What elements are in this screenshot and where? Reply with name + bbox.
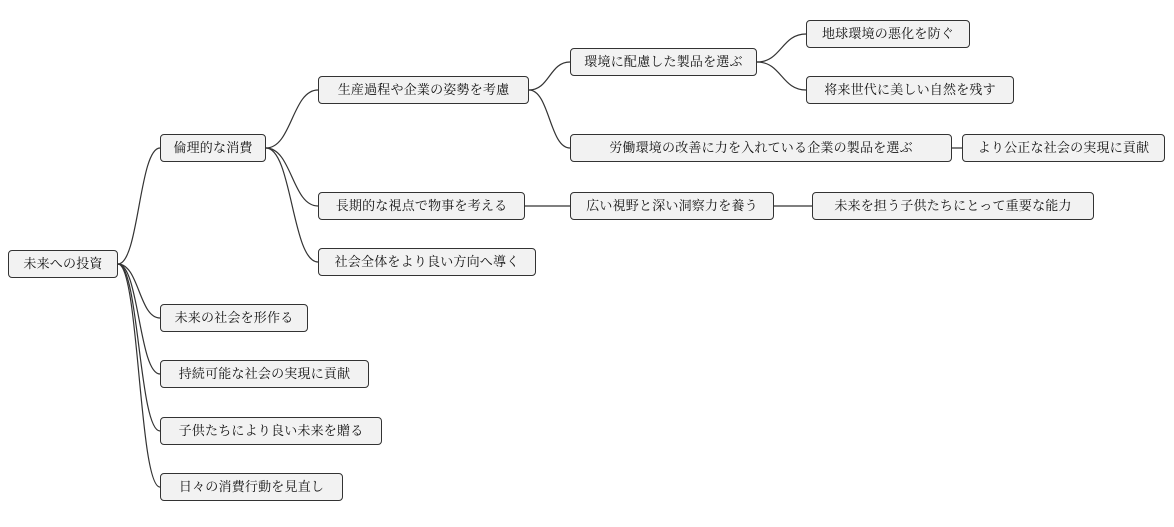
mindmap-node-n1a2a[interactable]: より公正な社会の実現に貢献: [962, 134, 1165, 162]
mindmap-node-n1a2[interactable]: 労働環境の改善に力を入れている企業の製品を選ぶ: [570, 134, 952, 162]
mindmap-node-n1a1a[interactable]: 地球環境の悪化を防ぐ: [806, 20, 970, 48]
mindmap-edge-root-n5: [118, 264, 160, 487]
mindmap-node-n1a1[interactable]: 環境に配慮した製品を選ぶ: [570, 48, 757, 76]
mindmap-node-n1a[interactable]: 生産過程や企業の姿勢を考慮: [318, 76, 529, 104]
mindmap-node-root[interactable]: 未来への投資: [8, 250, 118, 278]
mindmap-edge-root-n3: [118, 264, 160, 374]
mindmap-node-n1b[interactable]: 長期的な視点で物事を考える: [318, 192, 525, 220]
mindmap-edge-n1-n1c: [266, 148, 318, 262]
mindmap-node-n2[interactable]: 未来の社会を形作る: [160, 304, 308, 332]
mindmap-edge-root-n1: [118, 148, 160, 264]
mindmap-edge-n1-n1b: [266, 148, 318, 206]
mindmap-node-n1c[interactable]: 社会全体をより良い方向へ導く: [318, 248, 536, 276]
mindmap-node-n1a1b[interactable]: 将来世代に美しい自然を残す: [806, 76, 1014, 104]
mindmap-node-n4[interactable]: 子供たちにより良い未来を贈る: [160, 417, 382, 445]
mindmap-edge-n1a1-n1a1a: [757, 34, 806, 62]
mindmap-node-n1[interactable]: 倫理的な消費: [160, 134, 266, 162]
mindmap-node-n1b1[interactable]: 広い視野と深い洞察力を養う: [570, 192, 774, 220]
mindmap-edge-n1a1-n1a1b: [757, 62, 806, 90]
mindmap-edge-n1-n1a: [266, 90, 318, 148]
mindmap-node-n1b1a[interactable]: 未来を担う子供たちにとって重要な能力: [812, 192, 1094, 220]
mindmap-edge-root-n4: [118, 264, 160, 431]
mindmap-edge-root-n2: [118, 264, 160, 318]
mindmap-edge-n1a-n1a2: [529, 90, 570, 148]
mindmap-node-n3[interactable]: 持続可能な社会の実現に貢献: [160, 360, 369, 388]
mindmap-node-n5[interactable]: 日々の消費行動を見直し: [160, 473, 343, 501]
mindmap-edge-n1a-n1a1: [529, 62, 570, 90]
